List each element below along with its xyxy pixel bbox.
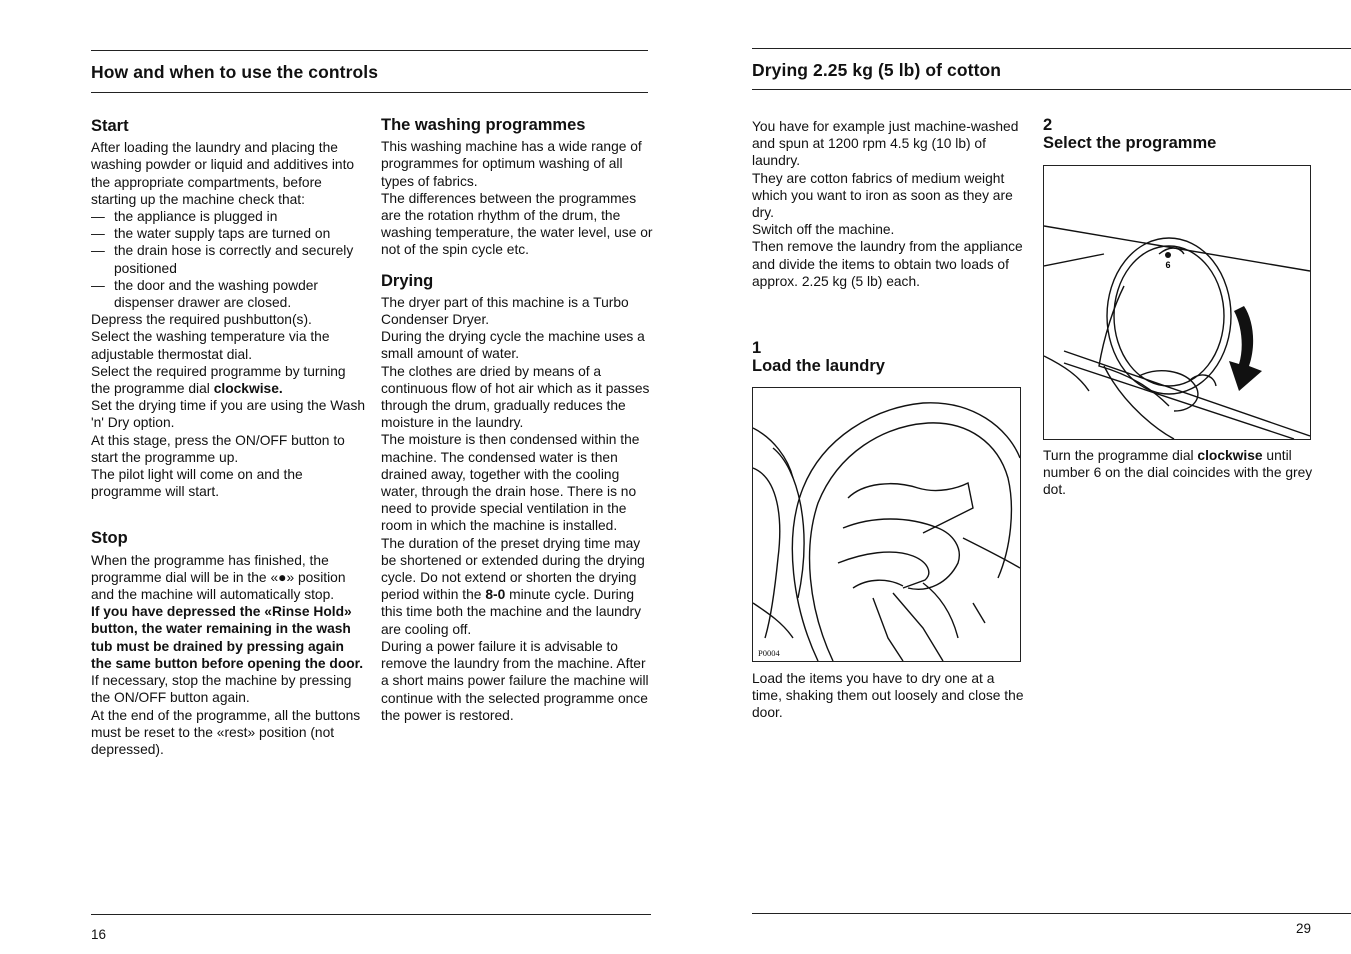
drying-paragraph: The dryer part of this machine is a Turbo Condenser Dryer. — [381, 294, 629, 328]
checklist-item: — the door and the washing powder dispenser drawer are closed. — [91, 277, 366, 311]
step-number: 1 — [752, 339, 762, 357]
step-2-caption — [1043, 447, 1318, 499]
washing-programmes-heading: The washing programmes — [381, 116, 586, 134]
drying-paragraph: The duration of the preset drying time may be shortened or extended during the drying cycle. Do not extend or shorten the drying period within the 8-0 minute cycle. During this time both the machine and the laundry are cooling off. — [381, 535, 645, 637]
load-laundry-illustration — [752, 387, 1021, 662]
stop-heading: Stop — [91, 529, 128, 548]
start-paragraph: Set the drying time if you are using the Wash 'n' Dry option. — [91, 398, 366, 431]
intro-paragraph: Then remove the laundry from the appliance and divide the items to obtain two loads of approx. 2.25 kg (5 lb) each. — [752, 239, 1023, 289]
programmes-paragraph: The differences between the programmes are the rotation rhythm of the drum, the washing temperature, the water level, use or not of the spin cycle etc. — [381, 190, 653, 258]
start-paragraph: Select the washing temperature via the adjustable thermostat dial. — [91, 329, 330, 362]
dial-drawing — [1044, 166, 1310, 439]
intro-paragraph: They are cotton fabrics of medium weight which you want to iron as soon as they are dry. — [752, 170, 1013, 221]
programmes-paragraph: This washing machine has a wide range of programmes for optimum washing of all types of fabrics. — [381, 139, 642, 189]
checklist-item: — the drain hose is correctly and securely positioned — [91, 242, 366, 276]
intro-paragraph: You have for example just machine-washed and spun at 1200 rpm 4.5 kg (10 lb) of laundry. — [752, 119, 1019, 169]
column-start-stop — [91, 118, 366, 758]
start-paragraph: Depress the required pushbutton(s). — [91, 312, 312, 328]
page-title: Drying 2.25 kg (5 lb) of cotton — [752, 60, 1002, 80]
drying-paragraph: The moisture is then condensed within the machine. The condensed water is then drained away, together with the cooling water, through the drain hose. There is no need to provide special ventilation in the room in which the machine is installed. — [381, 432, 640, 534]
programme-dial-illustration — [1043, 165, 1311, 440]
drying-paragraph: The clothes are dried by means of a continuous flow of hot air which as it passes through the drum, gradually reduces the moisture in the laundry. — [381, 363, 650, 431]
figure-code: P0004 — [758, 648, 780, 658]
intro-text — [752, 118, 1027, 290]
page-number: 29 — [1296, 921, 1312, 936]
step-1 — [752, 339, 1027, 375]
step-heading: Select the programme — [1043, 134, 1217, 152]
start-paragraph: At this stage, press the ON/OFF button to start the programme up. — [91, 432, 345, 465]
footer-rule — [91, 914, 651, 915]
caption-text: Load the items you have to dry one at a time, shaking them out loosely and close the door. — [752, 671, 1024, 721]
stop-paragraph: When the programme has finished, the programme dial will be in the «●» position and the machine will automatically stop. — [91, 552, 346, 603]
page-number: 16 — [91, 927, 107, 942]
header-rule-top — [752, 48, 1351, 49]
step-number: 2 — [1043, 116, 1053, 134]
dial-number: 6 — [1165, 260, 1171, 270]
start-paragraph: Select the required programme by turning the programme dial clockwise. — [91, 363, 346, 397]
drying-paragraph: During the drying cycle the machine uses a small amount of water. — [381, 329, 645, 362]
page-title: How and when to use the controls — [91, 62, 379, 82]
intro-paragraph: Switch off the machine. — [752, 222, 895, 238]
drying-paragraph: During a power failure it is advisable to remove the laundry from the machine. After a short mains power failure the machine will continue with the selected programme once the power is restored. — [381, 638, 649, 723]
header-rule-bottom — [91, 92, 648, 93]
footer-rule — [752, 913, 1351, 914]
step-2 — [1043, 116, 1318, 152]
laundry-drum-drawing — [753, 388, 1020, 661]
start-checklist — [91, 208, 366, 311]
checklist-item: — the water supply taps are turned on — [91, 225, 366, 242]
stop-paragraph: If necessary, stop the machine by pressing the ON/OFF button again. — [91, 673, 352, 706]
step-1-caption — [752, 670, 1027, 722]
checklist-item: — the appliance is plugged in — [91, 208, 366, 225]
start-heading: Start — [91, 117, 129, 135]
caption-text: Turn the programme dial clockwise until number 6 on the dial coincides with the grey dot. — [1043, 448, 1313, 498]
start-intro: After loading the laundry and placing the washing powder or liquid and additives into the appropriate compartments, before starting up the machine check that: — [91, 140, 355, 207]
step-heading: Load the laundry — [752, 357, 885, 375]
header-rule-bottom — [752, 89, 1351, 90]
stop-warning: If you have depressed the «Rinse Hold» button, the water remaining in the wash tub must be drained by pressing again the same button before opening the door. — [91, 604, 364, 671]
stop-paragraph: At the end of the programme, all the buttons must be reset to the «rest» position (not depressed). — [91, 707, 361, 757]
column-programmes-drying — [381, 117, 656, 724]
drying-heading: Drying — [381, 271, 434, 290]
header-rule-top — [91, 50, 648, 51]
start-paragraph: The pilot light will come on and the programme will start. — [91, 467, 303, 500]
right-page — [676, 0, 1351, 954]
